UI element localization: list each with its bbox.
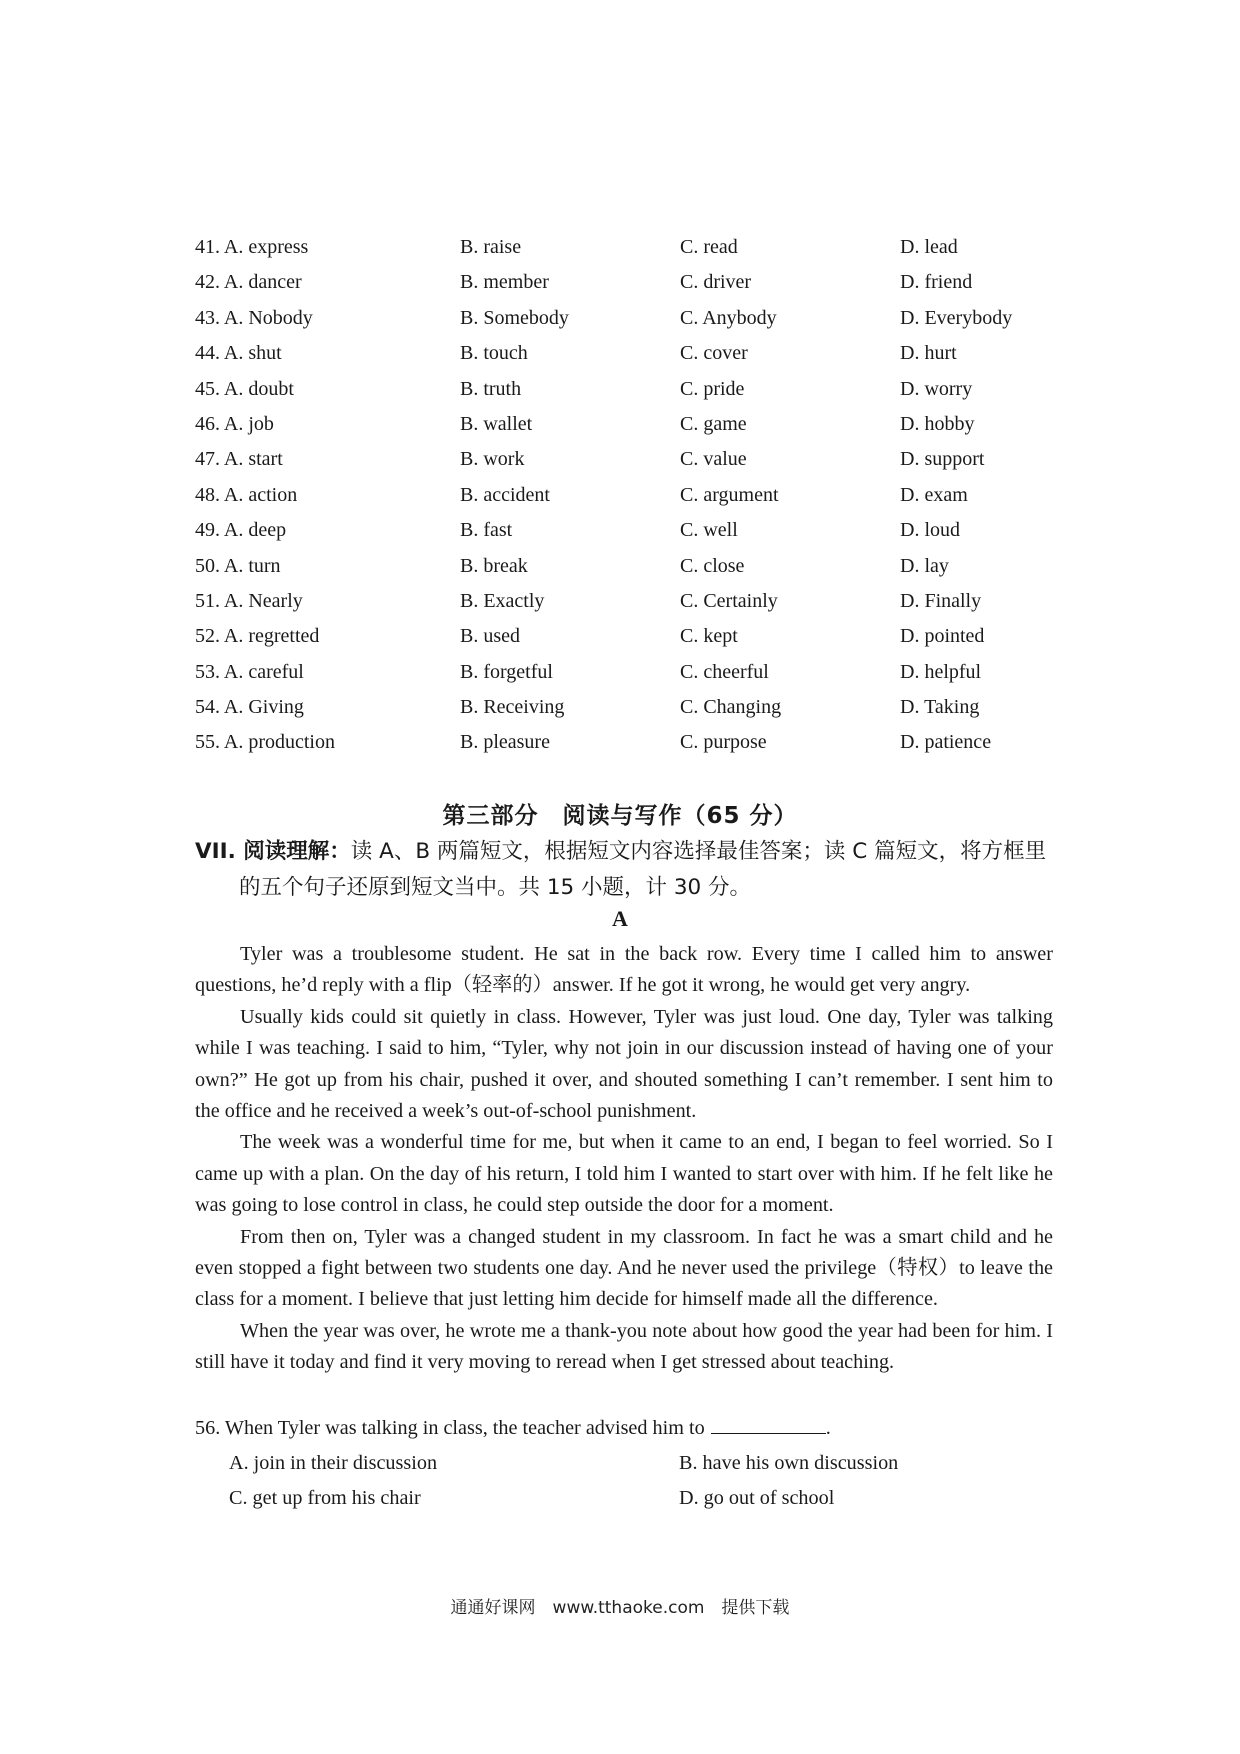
option-d: D. support: [900, 448, 985, 471]
option-a: A. join in their discussion: [229, 1452, 438, 1474]
option-a: 51. A. Nearly: [195, 589, 303, 612]
option-b: B. pleasure: [460, 731, 550, 754]
option-d: D. lay: [900, 554, 949, 577]
option-c: C. get up from his chair: [229, 1487, 421, 1509]
instruction-label: VII. 阅读理解：: [195, 839, 351, 864]
option-d: D. exam: [900, 483, 968, 506]
option-a: 53. A. careful: [195, 660, 304, 683]
option-row: [195, 619, 1055, 654]
option-d: D. worry: [900, 377, 973, 400]
option-b: B. accident: [460, 483, 550, 506]
option-row: [195, 407, 1055, 442]
option-d: D. patience: [900, 731, 992, 754]
option-row: [195, 230, 1055, 265]
option-row: [195, 336, 1055, 371]
option-c: C. purpose: [680, 731, 767, 754]
option-c: C. well: [680, 519, 738, 542]
answer-blank: [711, 1413, 826, 1434]
option-c: C. driver: [680, 271, 752, 294]
option-row: [195, 478, 1055, 513]
passage-paragraph: Tyler was a troublesome student. He sat in the back row. Every time I called him to answer questions, he’d reply with a flip（轻率的）answer. If he got it wrong, he would get very angry.: [195, 943, 1053, 997]
passage-a: [195, 939, 1053, 1379]
option-a: 50. A. turn: [195, 554, 281, 577]
question-stem: 56. When Tyler was talking in class, the teacher advised him to: [195, 1417, 705, 1439]
option-a: 55. A. production: [195, 731, 335, 754]
option-row: [195, 372, 1055, 407]
option-d: D. lead: [900, 236, 958, 258]
passage-title: A: [612, 906, 628, 931]
option-a: 49. A. deep: [195, 519, 287, 542]
option-b: B. have his own discussion: [679, 1452, 899, 1474]
option-b: B. work: [460, 448, 525, 471]
option-d: D. Finally: [900, 589, 982, 612]
option-b: B. forgetful: [460, 660, 553, 683]
option-a: 45. A. doubt: [195, 377, 294, 400]
option-a: 41. A. express: [195, 236, 309, 258]
option-c: C. Changing: [680, 696, 782, 719]
option-c: C. cheerful: [680, 660, 769, 683]
option-d: D. helpful: [900, 660, 982, 683]
option-c: C. argument: [680, 483, 779, 506]
option-b: B. truth: [460, 377, 522, 400]
option-c: C. value: [680, 448, 747, 471]
option-c: C. game: [680, 412, 747, 435]
passage-paragraph: When the year was over, he wrote me a thank-you note about how good the year had been for him. I still have it today and find it very moving to reread when I get stressed about teaching.: [195, 1319, 1053, 1374]
option-row: [195, 549, 1055, 584]
option-b: B. Exactly: [460, 589, 545, 612]
option-c: C. cover: [680, 342, 748, 365]
option-row: [195, 265, 1055, 300]
option-a: 46. A. job: [195, 412, 274, 435]
option-a: 43. A. Nobody: [195, 306, 313, 329]
option-c: C. Certainly: [680, 589, 778, 612]
option-d: D. hurt: [900, 342, 957, 365]
option-c: C. pride: [680, 377, 745, 400]
option-a: 54. A. Giving: [195, 696, 304, 719]
option-b: B. Somebody: [460, 306, 569, 329]
option-d: D. friend: [900, 271, 973, 294]
option-row: [195, 690, 1055, 725]
option-a: 42. A. dancer: [195, 271, 302, 294]
instruction-text: 读 A、B 两篇短文，根据短文内容选择最佳答案；读 C 篇短文，将方框里的五个句子还原到短文当中。共 15 小题，计 30 分。: [239, 839, 1047, 900]
passage-paragraph: The week was a wonderful time for me, but when it came to an end, I began to feel worried. So I came up with a plan. On the day of his return, I told him I wanted to start over with him. If he felt like he was going to lose control in class, he could step outside the door for a moment.: [195, 1131, 1053, 1217]
page-footer: 通通好课网 www.tthaoke.com 提供下载: [450, 1598, 790, 1618]
section-title: 第三部分 阅读与写作（65 分）: [442, 803, 798, 829]
option-a: 48. A. action: [195, 483, 298, 506]
option-b: B. fast: [460, 519, 513, 542]
option-row: [195, 301, 1055, 336]
question-56: [195, 1412, 1053, 1444]
option-c: C. close: [680, 554, 745, 577]
option-c: C. kept: [680, 625, 738, 648]
option-d: D. Taking: [900, 696, 980, 719]
option-row: [195, 725, 1055, 760]
option-c: C. Anybody: [680, 306, 777, 329]
option-c: C. read: [680, 236, 738, 258]
option-d: D. pointed: [900, 625, 985, 648]
option-d: D. Everybody: [900, 306, 1013, 329]
option-a: 44. A. shut: [195, 342, 282, 365]
reading-instruction: [195, 834, 1053, 906]
option-a: 52. A. regretted: [195, 625, 320, 648]
cloze-options-table: [195, 230, 1055, 761]
option-d: D. go out of school: [679, 1487, 835, 1509]
option-row: [195, 584, 1055, 619]
question-end: .: [825, 1417, 831, 1439]
question-56-options: [229, 1446, 1029, 1516]
option-b: B. Receiving: [460, 696, 565, 719]
option-d: D. hobby: [900, 412, 975, 435]
passage-paragraph: From then on, Tyler was a changed student in my classroom. In fact he was a smart child and he even stopped a fight between two students one day. And he never used the privilege（特权）to leave the class for a moment. I believe that just letting him decide for himself made all the difference.: [195, 1225, 1053, 1311]
option-d: D. loud: [900, 519, 960, 542]
option-row: [195, 442, 1055, 477]
option-b: B. touch: [460, 342, 528, 365]
option-row: [195, 513, 1055, 548]
option-b: B. raise: [460, 236, 522, 258]
option-b: B. break: [460, 554, 528, 577]
passage-paragraph: Usually kids could sit quietly in class. However, Tyler was just loud. One day, Tyler was talking while I was teaching. I said to him, “Tyler, why not join in our discussion instead of having one of your own?” He got up from his chair, pushed it over, and shouted something I can’t remember. I sent him to the office and he received a week’s out-of-school punishment.: [195, 1005, 1053, 1123]
option-row: [195, 655, 1055, 690]
option-b: B. member: [460, 271, 549, 294]
option-b: B. wallet: [460, 412, 533, 435]
option-a: 47. A. start: [195, 448, 283, 471]
option-b: B. used: [460, 625, 520, 648]
